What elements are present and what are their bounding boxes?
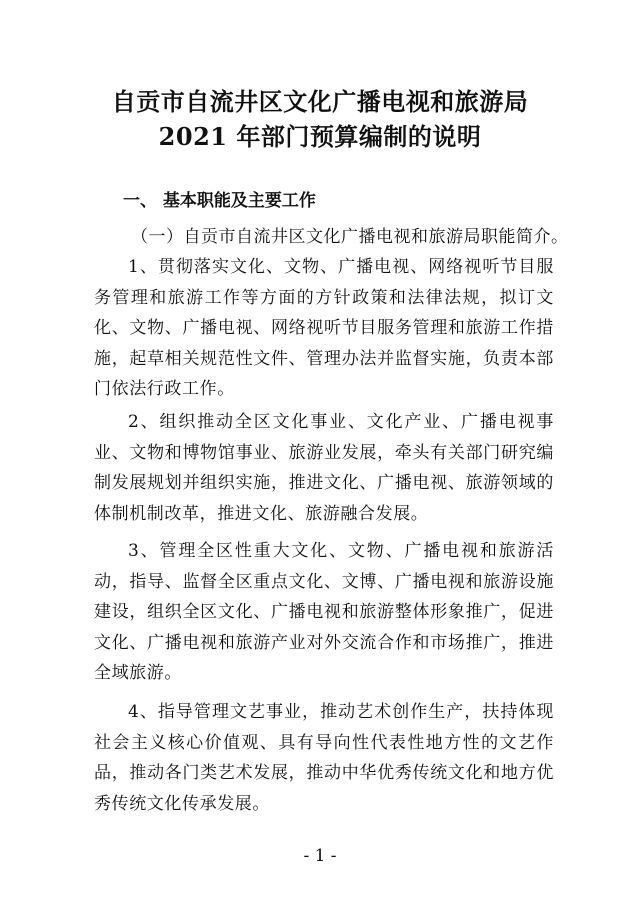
section-heading: 一、 基本职能及主要工作 [123,191,316,211]
paragraph-1: 1、贯彻落实文化、文物、广播电视、网络视听节目服务管理和旅游工作等方面的方针政策和法律法规，拟订文化、文物、广播电视、网络视听节目服务管理和旅游工作措施，起草相关规范性文件、管理办法并监督实施，负责本部门依法行政工作。 [94,257,554,399]
document-title-line2: 2021 年部门预算编制的说明 [158,122,482,151]
paragraph-4: 4、指导管理文艺事业，推动艺术创作生产，扶持体现社会主义核心价值观、具有导向性代表性地方性的文艺作品，推动各门类艺术发展，推动中华优秀传统文化和地方优秀传统文化传承发展。 [94,702,554,814]
paragraph-3: 3、管理全区性重大文化、文物、广播电视和旅游活动，指导、监督全区重点文化、文博、广播电视和旅游设施建设，组织全区文化、广播电视和旅游整体形象推广，促进文化、广播电视和旅游产业对外交流合作和市场推广，推进全域旅游。 [94,541,554,683]
page-number: - 1 - [303,846,337,866]
subsection-heading: （一）自贡市自流井区文化广播电视和旅游局职能简介。 [131,227,569,247]
paragraph-2: 2、组织推动全区文化事业、文化产业、广播电视事业、文物和博物馆事业、旅游业发展，牵头有关部门研究编制发展规划并组织实施，推进文化、广播电视、旅游领域的体制机制改革，推进文化、旅游融合发展。 [94,412,554,524]
document-title-line1: 自贡市自流井区文化广播电视和旅游局 [111,87,529,116]
